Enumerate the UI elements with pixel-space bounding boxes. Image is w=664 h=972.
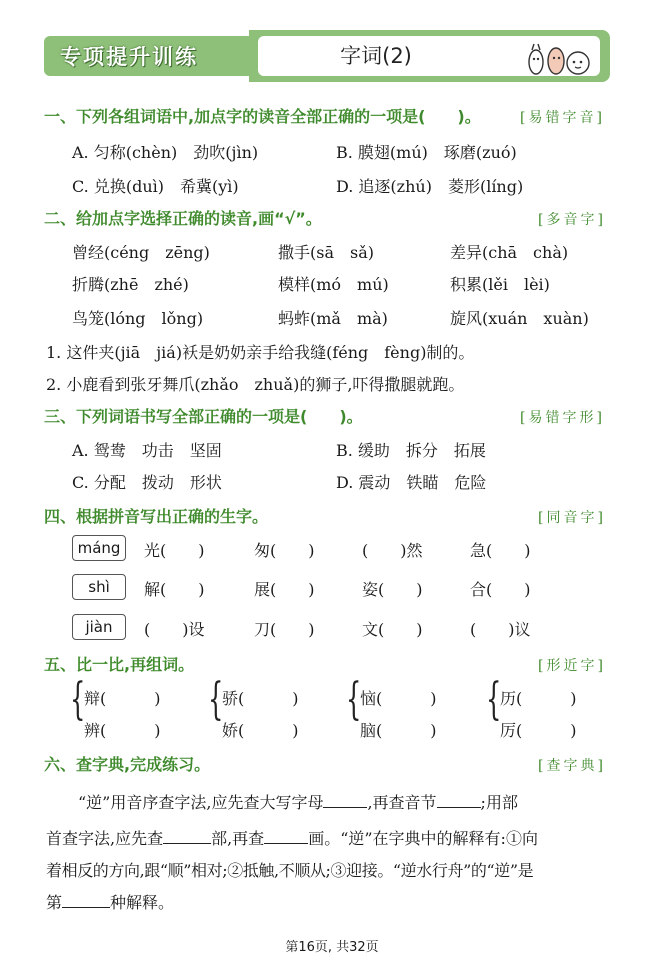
option-d: D. 追逐(zhú) 菱形(líng)	[336, 177, 524, 196]
option-b: B. 缓助 拆分 拓展	[336, 441, 486, 460]
paragraph-line-2	[46, 826, 538, 849]
option-a: A. 匀称(chèn) 劲吹(jìn)	[72, 143, 259, 162]
blank-cell[interactable]: 展( )	[254, 580, 315, 599]
option-b: B. 膜翅(mú) 琢磨(zuó)	[336, 143, 517, 162]
page-footer: 第16页, 共32页	[285, 940, 379, 955]
blank-cell[interactable]: ( )设	[144, 620, 205, 639]
blank-cell[interactable]: ( )然	[362, 541, 423, 560]
option-d: D. 震动 铁瞄 危险	[336, 473, 487, 492]
word-blank[interactable]: 厉( )	[500, 721, 577, 740]
blank-cell[interactable]: 解( )	[144, 580, 205, 599]
section1-heading: 一、下列各组词语中,加点字的读音全部正确的一项是( )。	[44, 107, 481, 126]
word-blank[interactable]: 辩( )	[84, 689, 161, 708]
polyphone-item: 折腾(zhē zhé)	[72, 275, 189, 294]
polyphone-item: 蚂蚱(mǎ mà)	[278, 309, 388, 328]
section4-tag: [同音字]	[538, 510, 606, 526]
blank-cell[interactable]: 刀( )	[254, 620, 315, 639]
paragraph-line-1	[78, 790, 518, 813]
word-blank[interactable]: 脑( )	[360, 721, 437, 740]
pinyin-box: jiàn	[72, 614, 126, 640]
paragraph-line-3: 着相反的方向,跟“顺”相对;②抵触,不顺从;③迎接。“逆水行舟”的“逆”是	[46, 861, 534, 880]
answer-blank[interactable]	[437, 791, 481, 808]
answer-blank[interactable]	[163, 827, 211, 844]
sentence-1: 1. 这件夹(jiā jiá)袄是奶奶亲手给我缝(féng fèng)制的。	[46, 343, 475, 362]
text-segment: 种解释。	[110, 893, 175, 912]
word-blank[interactable]: 恼( )	[360, 689, 437, 708]
polyphone-item: 曾经(céng zēng)	[72, 243, 210, 262]
option-a: A. 鸳鸯 功击 坚固	[72, 441, 222, 460]
section4-heading: 四、根据拼音写出正确的生字。	[44, 507, 269, 526]
text-segment: “逆”用音序查字法,应先查大写字母	[78, 793, 324, 812]
section2-tag: [多音字]	[538, 212, 606, 228]
section6-heading: 六、查字典,完成练习。	[44, 755, 211, 774]
pinyin-box: shì	[72, 574, 126, 600]
pinyin-box: máng	[72, 535, 126, 561]
cartoon-characters-icon	[524, 42, 594, 76]
text-segment: 画。“逆”在字典中的解释有:①向	[308, 829, 538, 848]
option-c: C. 兑换(duì) 希冀(yì)	[72, 177, 239, 196]
section1-tag: [易错字音]	[520, 110, 605, 126]
option-c: C. 分配 拨动 形状	[72, 473, 222, 492]
word-blank[interactable]: 娇( )	[222, 721, 299, 740]
polyphone-item: 模样(mó mú)	[278, 275, 389, 294]
paragraph-line-4	[46, 890, 174, 913]
section2-heading: 二、给加点字选择正确的读音,画“√”。	[44, 209, 322, 228]
text-segment: 首查字法,应先查	[46, 829, 164, 848]
blank-cell[interactable]: 光( )	[144, 541, 205, 560]
brace-icon: {	[486, 674, 502, 725]
answer-blank[interactable]	[323, 791, 367, 808]
polyphone-item: 鸟笼(lóng lǒng)	[72, 309, 204, 328]
header-banner	[44, 30, 610, 86]
brace-icon: {	[70, 674, 86, 725]
word-blank[interactable]: 辨( )	[84, 721, 161, 740]
section3-heading: 三、下列词语书写全部正确的一项是( )。	[44, 407, 363, 426]
blank-cell[interactable]: 匆( )	[254, 541, 315, 560]
text-segment: 部,再查	[211, 829, 265, 848]
brace-icon: {	[346, 674, 362, 725]
blank-cell[interactable]: 文( )	[362, 620, 423, 639]
text-segment: ;用部	[480, 793, 518, 812]
word-blank[interactable]: 骄( )	[222, 689, 299, 708]
section5-tag: [形近字]	[538, 658, 606, 674]
blank-cell[interactable]: 合( )	[470, 580, 531, 599]
page-title: 字词(2)	[340, 44, 412, 68]
polyphone-item: 旋风(xuán xuàn)	[450, 309, 589, 328]
brace-icon: {	[208, 674, 224, 725]
text-segment: 第	[46, 893, 63, 912]
header-tab	[44, 36, 249, 76]
polyphone-item: 积累(lěi lèi)	[450, 275, 550, 294]
blank-cell[interactable]: ( )议	[470, 620, 531, 639]
section3-tag: [易错字形]	[520, 410, 605, 426]
section5-heading: 五、比一比,再组词。	[44, 655, 195, 674]
answer-blank[interactable]	[62, 891, 110, 908]
word-blank[interactable]: 历( )	[500, 689, 577, 708]
header-tab-label: 专项提升训练	[60, 45, 198, 69]
blank-cell[interactable]: 姿( )	[362, 580, 423, 599]
answer-blank[interactable]	[264, 827, 308, 844]
polyphone-item: 差异(chā chà)	[450, 243, 569, 262]
blank-cell[interactable]: 急( )	[470, 541, 531, 560]
sentence-2: 2. 小鹿看到张牙舞爪(zhǎo zhuǎ)的狮子,吓得撒腿就跑。	[46, 375, 465, 394]
section6-tag: [查字典]	[538, 758, 606, 774]
polyphone-item: 撒手(sā sǎ)	[278, 243, 374, 262]
text-segment: ,再查音节	[367, 793, 437, 812]
